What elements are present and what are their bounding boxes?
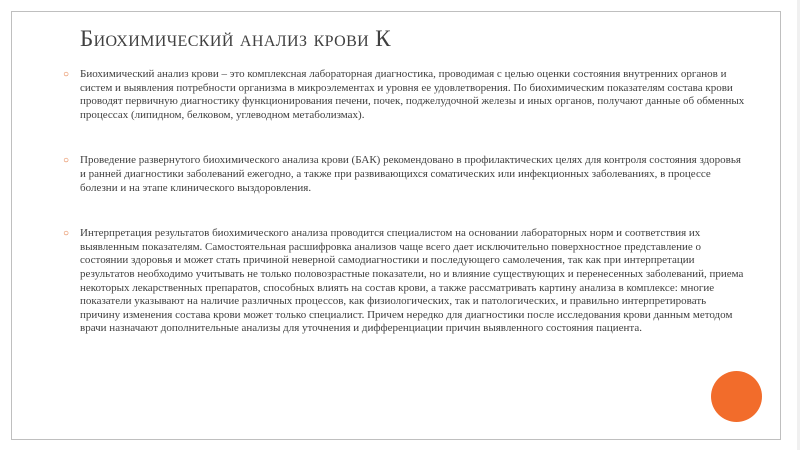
- paragraph-text: Интерпретация результатов биохимического анализа проводится специалистом на основании лабораторных норм и соответствия их выявленным показателям. Самостоятельная расшифровка анализов чаще всего дает исключительно поверхностное представление о состоянии здоровья и может стать причиной неверной самодиагностики и последующего самолечения, так как при интерпретации результатов необходимо учитывать не только половозрастные показатели, но и влияние существующих и перенесенных заболеваний, приема некоторых лекарственных препаратов, способных влиять на состав крови, а также рассматривать картину анализа в комплексе: многие показатели указывают на наличие различных процессов, как физиологических, так и патологических, и правильно интерпретировать причину изменения состава крови может только специалист. Причем нередко для диагностики после исследования крови данным методом врачи назначают дополнительные анализы для уточнения и дифференциации причин выявленного состояния пациента.: [80, 227, 744, 335]
- paragraph-interpretation: [63, 227, 745, 336]
- bullet-icon: ○: [63, 228, 70, 240]
- decorative-circle: [711, 371, 762, 422]
- paragraph-recommendation: [63, 154, 745, 195]
- slide-title: Биохимический анализ крови К: [80, 26, 392, 51]
- paragraph-definition: [63, 68, 745, 122]
- paragraph-text: Биохимический анализ крови – это комплексная лабораторная диагностика, проводимая с целью оценки состояния внутренних органов и систем и выявления потребности организма в микроэлементах и уровня ее удовлетворения. По биохимическим показателям состава крови проводят первичную диагностику функционирования печени, почек, поджелудочной железы и иных органов, получают данные об обменных процессах (липидном, белковом, углеводном метаболизмах).: [80, 68, 745, 121]
- bullet-icon: ○: [63, 69, 70, 80]
- bullet-icon: ○: [63, 155, 70, 167]
- slide-body: [63, 68, 745, 336]
- paragraph-text: Проведение развернутого биохимического анализа крови (БАК) рекомендовано в профилактических целях для контроля состояния здоровья и ранней диагностики заболеваний ежегодно, а также при развивающихся соматических или инфекционных заболеваниях, в процессе болезни и на этапе клинического выздоровления.: [80, 154, 741, 194]
